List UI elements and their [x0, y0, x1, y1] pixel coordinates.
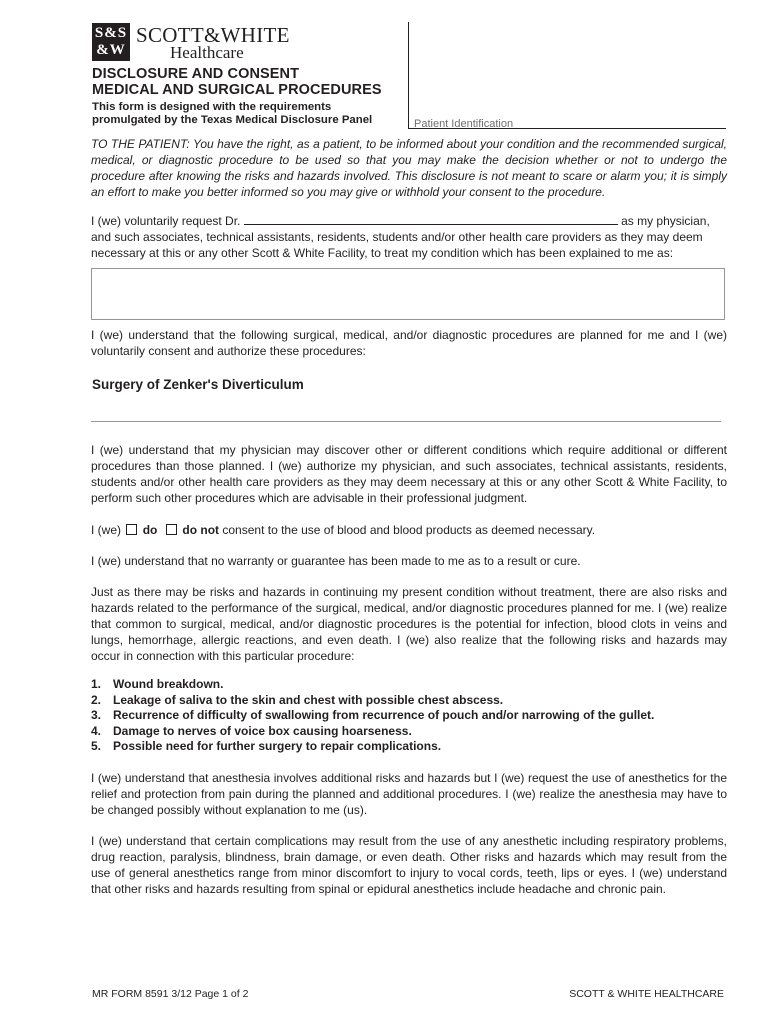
risk-number: 3. [91, 708, 102, 722]
risks-intro-paragraph: Just as there may be risks and hazards in continuing my present condition without treatment, there are also risks and hazards related to the performance of the surgical, medical, and/or diagnostic procedures planned for me. I (we) realize that common to surgical, medical, and/or diagnostic procedures is the potential for infection, blood clots in veins and lungs, hemorrhage, allergic reactions, and even death. I (we) also realize that the following risks and hazards may occur in connection with this particular procedure: [91, 585, 727, 663]
blood-prefix: I (we) [91, 523, 121, 537]
patient-notice: TO THE PATIENT: You have the right, as a patient, to be informed about your condition and the recommended surgical, medical, or diagnostic procedure to be used so that you may make the decision whether or not to undergo the procedure after knowing the risks and hazards involved. This disclosure is not meant to scare or alarm you; it is simply an effort to make you better informed so you may give or withhold your consent to the procedure. [91, 137, 727, 199]
physician-request [91, 213, 727, 261]
blood-suffix: consent to the use of blood and blood products as deemed necessary. [222, 523, 596, 537]
risk-text: Leakage of saliva to the skin and chest with possible chest abscess. [113, 692, 504, 707]
designed-note-line1: This form is designed with the requirements [92, 101, 332, 113]
blood-do-checkbox[interactable] [126, 524, 137, 535]
form-title-line1: DISCLOSURE AND CONSENT [92, 66, 300, 82]
anesthesia-paragraph: I (we) understand that anesthesia involves additional risks and hazards but I (we) request the use of anesthetics for the relief and protection from pain during the planned and additional procedures. I (we) realize the anesthesia may have to be changed possibly without explanation to me (us). [91, 771, 727, 817]
request-suffix: as my physician, [621, 214, 710, 228]
risk-text: Damage to nerves of voice box causing hoarseness. [113, 723, 412, 738]
patient-id-divider [408, 22, 409, 129]
blood-do-label: do [142, 523, 158, 537]
org-footer: SCOTT & WHITE HEALTHCARE [569, 988, 724, 1000]
scott-white-logo-mark [92, 23, 130, 61]
blood-do-not-checkbox[interactable] [166, 524, 177, 535]
risk-number: 4. [91, 723, 102, 738]
risk-list [91, 677, 731, 755]
logo-mark-row1: S&S [94, 25, 128, 41]
risk-item [91, 693, 731, 709]
physician-name-field[interactable] [244, 213, 618, 225]
risk-item [91, 739, 731, 755]
condition-explanation-field[interactable] [91, 268, 725, 320]
risk-item [91, 724, 731, 740]
request-line3: necessary at this or any other Scott & White Facility, to treat my condition which has been explained to me as: [91, 246, 674, 260]
risk-text: Wound breakdown. [113, 677, 224, 691]
patient-identification-label: Patient Identification [414, 118, 514, 130]
no-warranty-paragraph: I (we) understand that no warranty or guarantee has been made to me as to a result or cure. [91, 554, 581, 568]
risk-number: 2. [91, 692, 102, 707]
additional-conditions-paragraph: I (we) understand that my physician may discover other or different conditions which require additional or different procedures than those planned. I (we) authorize my physician, and such associates, technical assistants, residents, students and/or other health care providers as they may deem necessary at this or any other Scott & White Facility, to perform such other procedures which are advisable in their professional judgment. [91, 443, 727, 505]
designed-note-line2: promulgated by the Texas Medical Disclosure Panel [92, 114, 373, 126]
blood-do-not-label: do not [182, 523, 220, 537]
procedure-rule [91, 421, 721, 422]
form-id-footer: MR FORM 8591 3/12 Page 1 of 2 [92, 988, 249, 1000]
planned-procedures-consent: I (we) understand that the following surgical, medical, and/or diagnostic procedures are planned for me and I (we) voluntarily consent and authorize these procedures: [91, 328, 727, 358]
procedure-name: Surgery of Zenker's Diverticulum [92, 377, 304, 392]
request-prefix: I (we) voluntarily request Dr. [91, 214, 241, 228]
org-subtitle: Healthcare [170, 43, 244, 62]
risk-number: 5. [91, 739, 102, 753]
complications-paragraph: I (we) understand that certain complications may result from the use of any anesthetic including respiratory problems, drug reaction, paralysis, blindness, brain damage, or even death. Other risks and hazards which may result from the use of general anesthetics range from minor discomfort to injury to vocal cords, teeth, lips or eyes. I (we) understand that other risks and hazards resulting from spinal or epidural anesthetics include headache and chronic pain. [91, 834, 727, 896]
risk-item [91, 677, 731, 693]
form-title-line2: MEDICAL AND SURGICAL PROCEDURES [92, 82, 382, 98]
risk-number: 1. [91, 677, 102, 691]
request-line2: and such associates, technical assistants, residents, students and/or other health care providers as they may deem [91, 230, 703, 244]
blood-consent-line [91, 522, 727, 538]
risk-item [91, 708, 731, 724]
physician-request-line1 [91, 213, 727, 229]
risk-text: Recurrence of difficulty of swallowing from recurrence of pouch and/or narrowing of the gullet. [113, 708, 655, 722]
logo-mark-row2: &W [96, 42, 126, 58]
risk-text: Possible need for further surgery to repair complications. [113, 739, 442, 753]
org-name: SCOTT&WHITE [136, 23, 290, 47]
